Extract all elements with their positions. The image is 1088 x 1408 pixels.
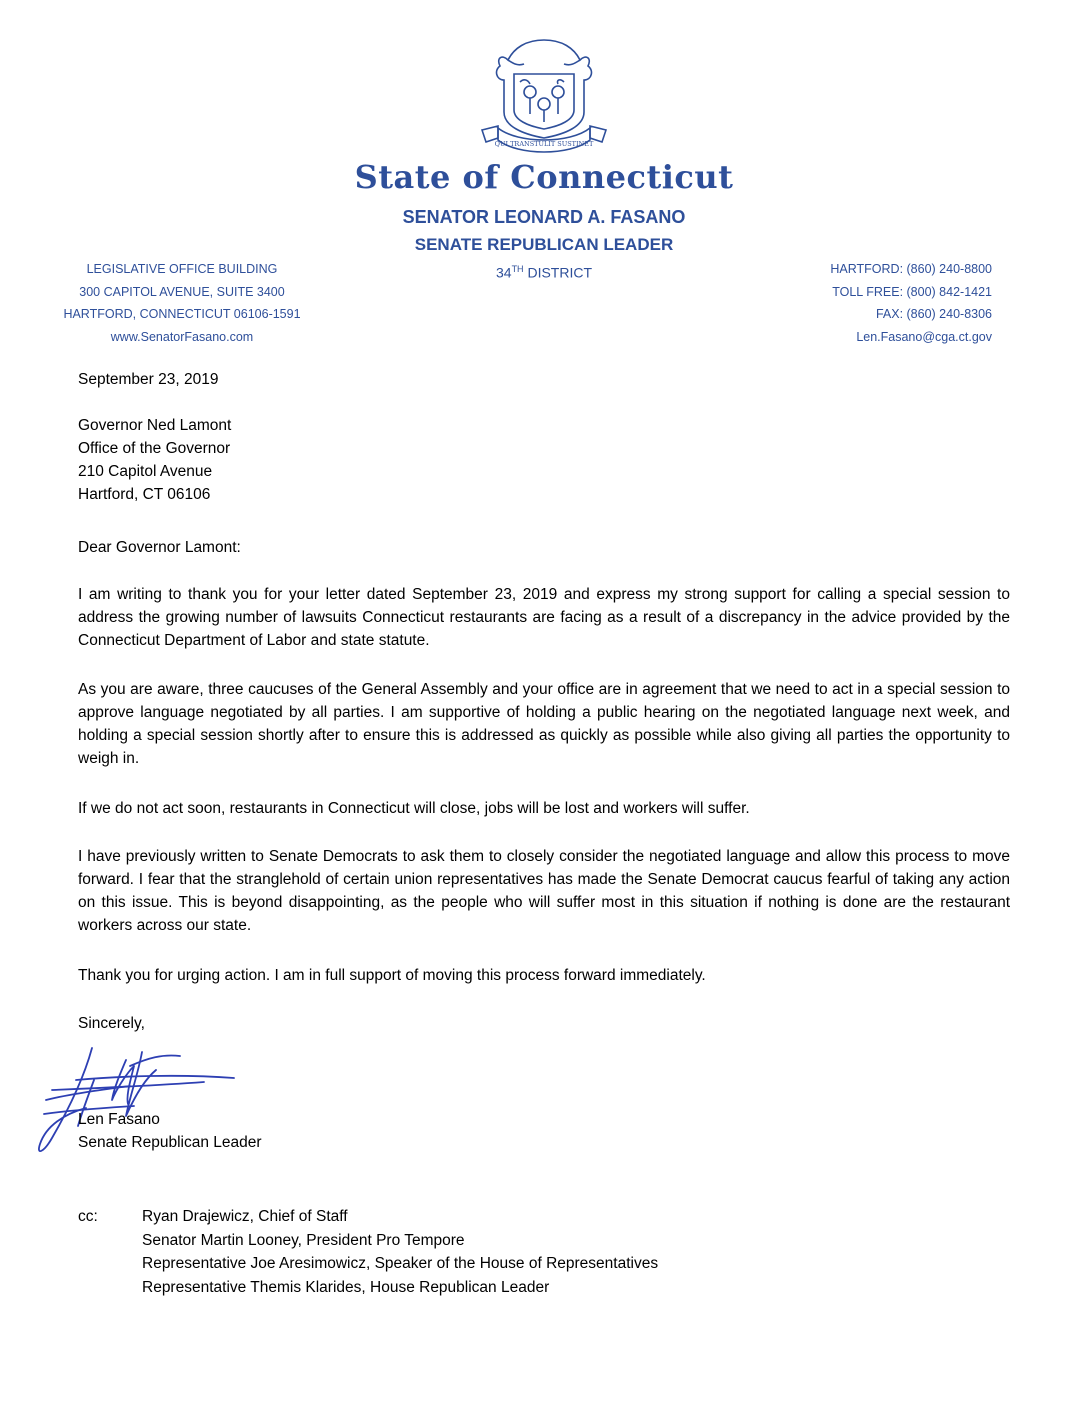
cc-recipient: Senator Martin Looney, President Pro Tempore xyxy=(142,1231,465,1249)
district-label: DISTRICT xyxy=(523,264,593,281)
body-paragraph: If we do not act soon, restaurants in Connecticut will close, jobs will be lost and workers will suffer. xyxy=(78,800,750,817)
signer-name: Len Fasano xyxy=(78,1111,160,1128)
seal-motto: QUI TRANSTULIT SUSTINET xyxy=(494,140,594,148)
office-building: LEGISLATIVE OFFICE BUILDING xyxy=(86,262,278,276)
cc-list xyxy=(142,1205,658,1299)
senator-name: SENATOR LEONARD A. FASANO xyxy=(402,207,686,227)
recipient-name: Governor Ned Lamont xyxy=(78,417,232,434)
cc-recipient: Ryan Drajewicz, Chief of Staff xyxy=(142,1208,348,1225)
body-paragraph: Thank you for urging action. I am in full support of moving this process forward immediately. xyxy=(78,967,706,984)
state-title: State of Connecticut xyxy=(354,158,734,196)
body-paragraph: I am writing to thank you for your letter dated September 23, 2019 and express my strong support for calling a special session to address the growing number of lawsuits Connecticut restaurants are facing as a result of a discrepancy in the advice provided by the Connecticut Department of Labor and state statute. xyxy=(78,586,1010,649)
recipient-office: Office of the Governor xyxy=(78,440,231,457)
recipient-street: 210 Capitol Avenue xyxy=(78,463,213,480)
phone-toll-free: TOLL FREE: (800) 842-1421 xyxy=(832,284,992,299)
office-address xyxy=(62,258,302,348)
email-link[interactable]: Len.Fasano@cga.ct.gov xyxy=(856,329,992,344)
district-number: 34 xyxy=(495,264,512,281)
letter-date: September 23, 2019 xyxy=(78,371,219,388)
closing: Sincerely, xyxy=(78,1015,145,1032)
cc-recipient: Representative Joe Aresimowicz, Speaker of the House of Representatives xyxy=(142,1255,659,1272)
office-city: HARTFORD, CONNECTICUT 06106-1591 xyxy=(63,307,301,321)
body-paragraph: As you are aware, three caucuses of the General Assembly and your office are in agreement that we need to act in a special session to approve language negotiated by all parties. I am supportive of holding a public hearing on the negotiated language next week, and holding a special session shortly after to ensure this is addressed as quickly as possible while also giving all parties the opportunity to weigh in. xyxy=(78,681,1010,767)
salutation: Dear Governor Lamont: xyxy=(78,539,241,556)
state-seal xyxy=(474,34,614,162)
office-street: 300 CAPITOL AVENUE, SUITE 3400 xyxy=(79,284,285,299)
district-suffix: TH xyxy=(511,264,524,274)
senator-role: SENATE REPUBLICAN LEADER xyxy=(414,235,674,254)
cc-recipient: Representative Themis Klarides, House Republican Leader xyxy=(142,1278,550,1296)
website-link[interactable]: www.SenatorFasano.com xyxy=(110,329,254,344)
phone-hartford: HARTFORD: (860) 240-8800 xyxy=(830,262,992,276)
recipient-city: Hartford, CT 06106 xyxy=(78,486,211,503)
body-paragraph: I have previously written to Senate Democrats to ask them to closely consider the negotiated language and allow this process to move forward. I fear that the stranglehold of certain union representatives has made the Senate Democrat caucus fearful of taking any action on this issue. This is beyond disappointing, as the people who will suffer most in this situation if nothing is done are the restaurant workers across our state. xyxy=(78,848,1010,934)
cc-label: cc: xyxy=(78,1208,98,1225)
signer-title: Senate Republican Leader xyxy=(78,1134,262,1151)
contact-info xyxy=(772,258,992,348)
recipient-address xyxy=(78,414,1010,506)
fax-number: FAX: (860) 240-8306 xyxy=(875,307,992,321)
